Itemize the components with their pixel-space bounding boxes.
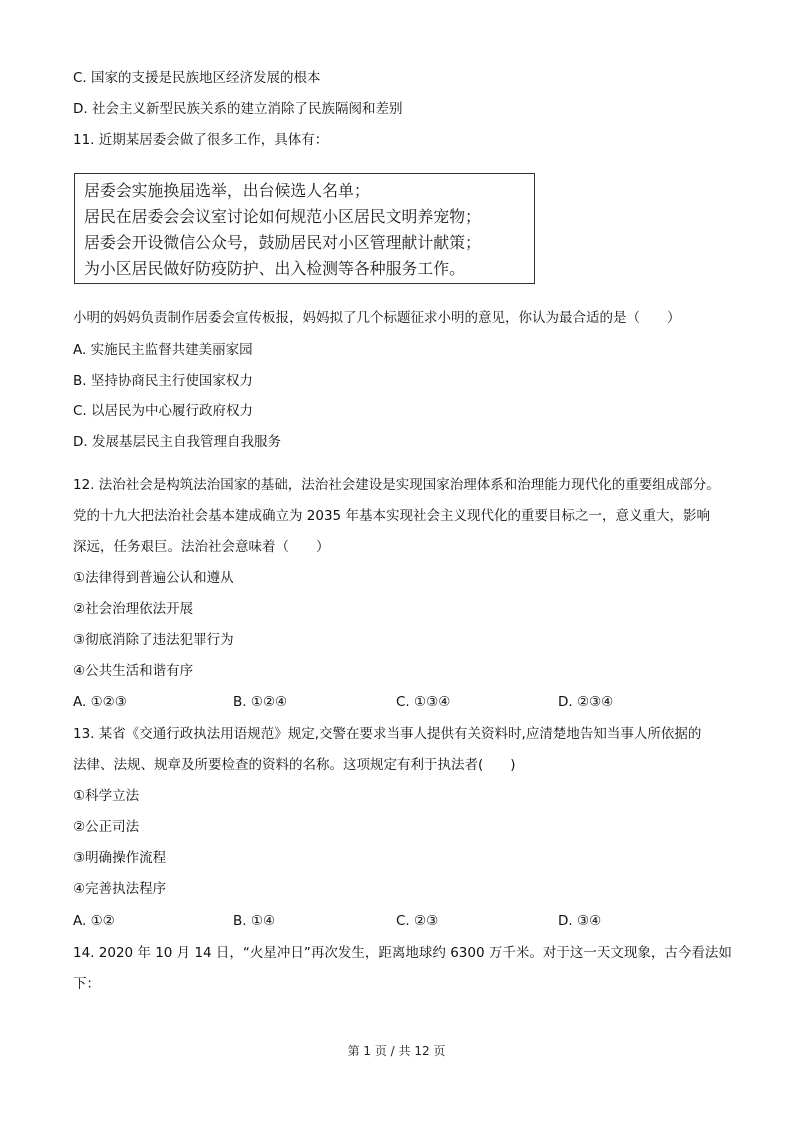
q13-statement: ①科学立法 xyxy=(73,788,140,804)
q11-option-b: B. 坚持协商民主行使国家权力 xyxy=(73,373,253,389)
q13-statement: ②公正司法 xyxy=(73,819,140,835)
q11-material-line: 为小区居民做好防疫防护、出入检测等各种服务工作。 xyxy=(84,259,466,278)
q11-material-box xyxy=(74,173,535,284)
q12-choice-c: C. ①③④ xyxy=(396,694,451,710)
q13-stem-line: 13. 某省《交通行政执法用语规范》规定,交警在要求当事人提供有关资料时,应清楚地告知当事人所依据的 xyxy=(73,726,702,742)
q11-material-line: 居委会开设微信公众号，鼓励居民对小区管理献计献策； xyxy=(84,233,481,252)
q12-statement: ④公共生活和谐有序 xyxy=(73,663,194,679)
q13-statement: ④完善执法程序 xyxy=(73,881,167,897)
q14-stem-line: 下： xyxy=(73,976,100,992)
q12-statement: ①法律得到普遍公认和遵从 xyxy=(73,570,234,586)
page-number-footer: 第 1 页 / 共 12 页 xyxy=(347,1044,446,1058)
q13-stem-line: 法律、法规、规章及所要检查的资料的名称。这项规定有利于执法者( ) xyxy=(73,757,516,773)
q12-choice-d: D. ②③④ xyxy=(558,694,614,710)
q12-choice-b: B. ①②④ xyxy=(233,694,288,710)
q10-option-d: D. 社会主义新型民族关系的建立消除了民族隔阂和差别 xyxy=(73,101,403,117)
q11-question: 小明的妈妈负责制作居委会宣传板报，妈妈拟了几个标题征求小明的意见，你认为最合适的是（ ） xyxy=(73,310,681,326)
q11-material-line: 居民在居委会会议室讨论如何规范小区居民文明养宠物； xyxy=(84,207,481,226)
q11-option-c: C. 以居民为中心履行政府权力 xyxy=(73,403,254,419)
q11-stem: 11. 近期某居委会做了很多工作，具体有： xyxy=(73,132,329,148)
q12-statement: ③彻底消除了违法犯罪行为 xyxy=(73,632,234,648)
q13-choice-d: D. ③④ xyxy=(558,913,602,929)
q13-choice-a: A. ①② xyxy=(73,913,115,929)
q12-statement: ②社会治理依法开展 xyxy=(73,601,194,617)
q12-stem-line: 12. 法治社会是构筑法治国家的基础，法治社会建设是实现国家治理体系和治理能力现代化的重要组成部分。 xyxy=(73,477,720,493)
q11-option-a: A. 实施民主监督共建美丽家园 xyxy=(73,342,253,358)
q13-choice-b: B. ①④ xyxy=(233,913,276,929)
q14-stem-line: 14. 2020 年 10 月 14 日，“火星冲日”再次发生，距离地球约 6300 万千米。对于这一天文现象，古今看法如 xyxy=(73,945,732,961)
q10-option-c: C. 国家的支援是民族地区经济发展的根本 xyxy=(73,70,321,86)
q11-material-line: 居委会实施换届选举，出台候选人名单； xyxy=(84,181,370,200)
q11-option-d: D. 发展基层民主自我管理自我服务 xyxy=(73,434,281,450)
q12-stem-line: 深远，任务艰巨。法治社会意味着（ ） xyxy=(73,539,330,555)
q12-choice-a: A. ①②③ xyxy=(73,694,127,710)
q13-choice-c: C. ②③ xyxy=(396,913,439,929)
q12-stem-line: 党的十九大把法治社会基本建成确立为 2035 年基本实现社会主义现代化的重要目标之一，意义重大，影响 xyxy=(73,508,710,524)
q13-statement: ③明确操作流程 xyxy=(73,850,167,866)
